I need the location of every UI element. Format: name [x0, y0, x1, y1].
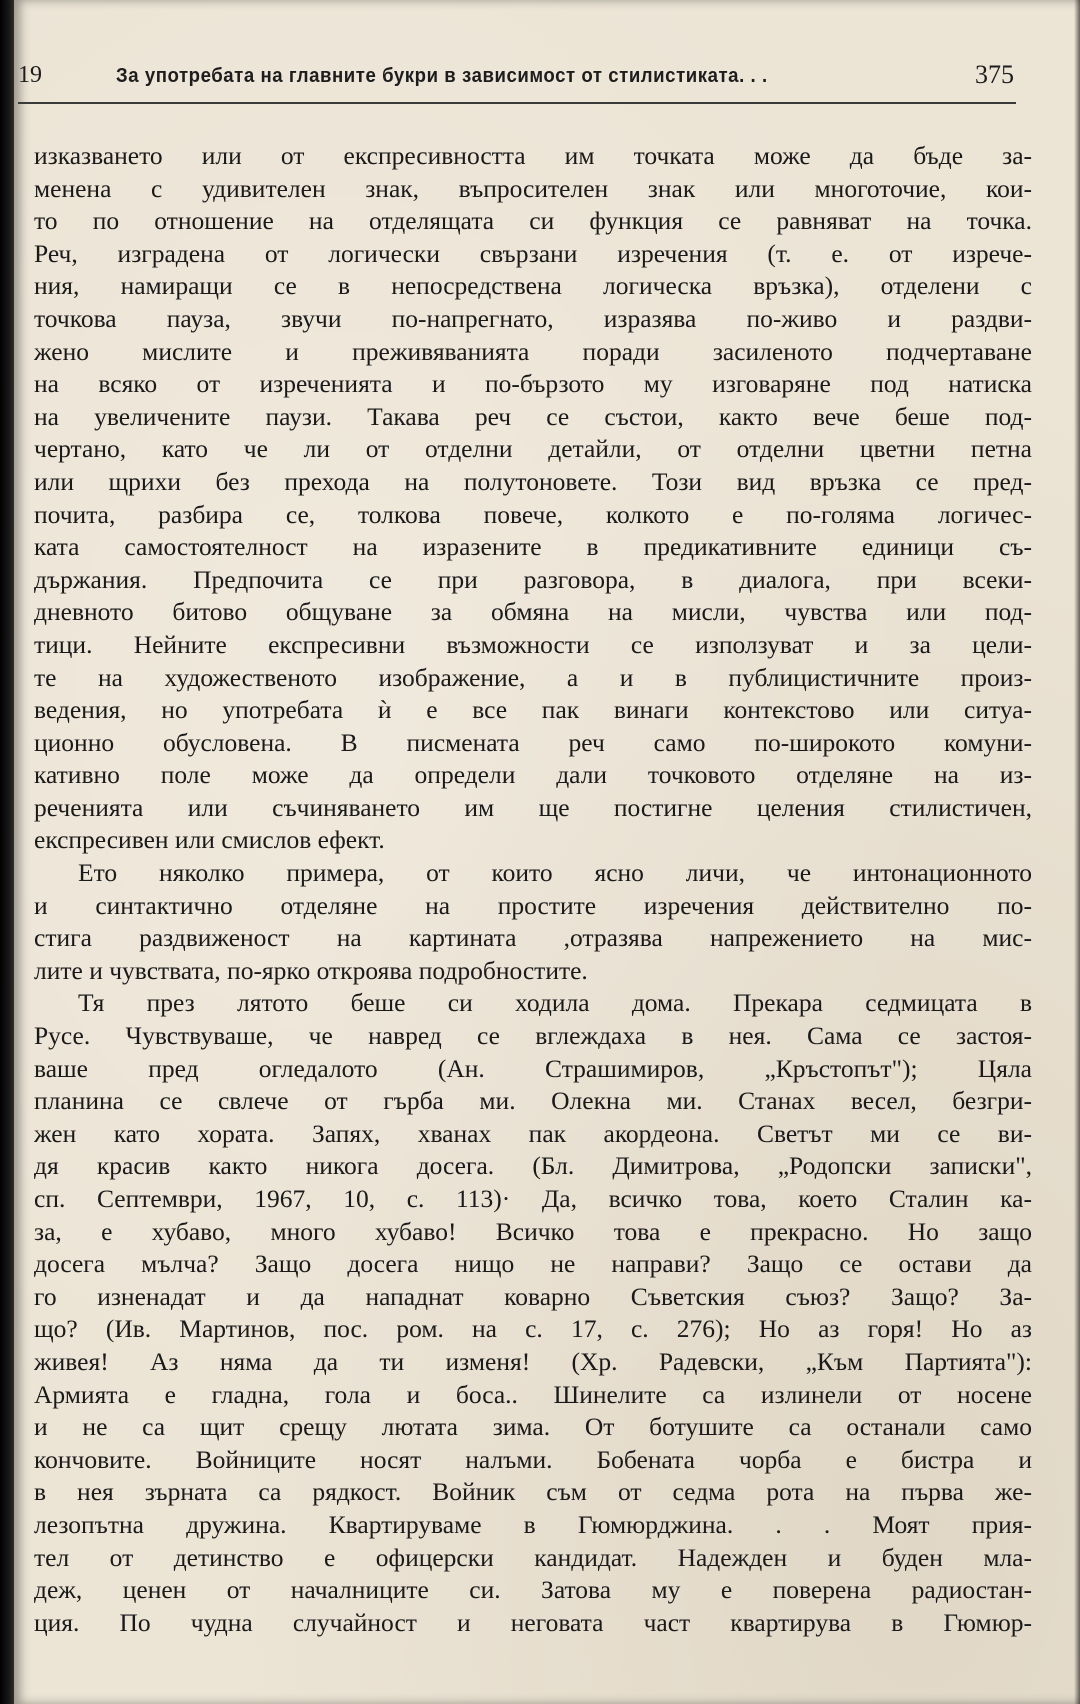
- text-line: чертано, като че ли от отделни детайли, от отделни цветни петна: [34, 434, 1032, 464]
- chapter-number: 19: [18, 62, 42, 88]
- text-line: на всяко от изреченията и по-бързото му изговаряне под натиска: [34, 369, 1032, 399]
- text-line: Реч, изградена от логически свързани изречения (т. е. от изрече-: [34, 238, 1032, 268]
- text-line: на увеличените паузи. Такава реч се състои, както вече беше под-: [34, 401, 1032, 431]
- text-line: ведения, но употребата ѝ е все пак винаги контекстово или ситуа-: [34, 695, 1032, 725]
- page-edge-shadow: [1074, 0, 1080, 1704]
- text-line: или щрихи без прехода на полутоновете. Този вид връзка се пред-: [34, 466, 1032, 496]
- text-line: досега мълча? Защо досега нищо не направи? Защо се остави да: [34, 1249, 1032, 1279]
- text-line: Русе. Чувствуваше, че навред се вглеждаха в нея. Сама се застоя-: [34, 1021, 1032, 1051]
- text-line: експресивен или смислов ефект.: [34, 825, 385, 855]
- text-line: живея! Аз няма да ти изменя! (Хр. Радевски, „Към Партията"):: [34, 1346, 1032, 1376]
- running-title: За употребата на главните букри в зависимост от стилистиката. . .: [116, 65, 768, 87]
- running-header: [18, 58, 1016, 98]
- text-line: ционно обусловена. В писмената реч само по-широкото комуни-: [34, 727, 1032, 757]
- page-number: 375: [975, 60, 1014, 89]
- text-line: за, е хубаво, много хубаво! Всичко това е прекрасно. Но защо: [34, 1216, 1032, 1246]
- body-text: [34, 140, 1032, 1639]
- text-line: и не са щит срещу лютата зима. От ботушите са останали само: [34, 1412, 1032, 1442]
- text-line: стига раздвиженост на картината ,отразява напрежението на мис-: [34, 923, 1032, 953]
- text-line: ция. По чудна случайност и неговата част квартирува в Гюмюр-: [34, 1607, 1032, 1637]
- text-line: ния, намиращи се в непосредствена логическа връзка), отделени с: [34, 271, 1032, 301]
- paragraph-2: [34, 857, 1032, 987]
- paragraph-3: [34, 987, 1032, 1639]
- text-line: и синтактично отделяне на простите изречения действително по-: [34, 890, 1032, 920]
- text-line: изказването или от експресивността им точката може да бъде за-: [34, 141, 1032, 170]
- text-line: жено мислите и преживяванията поради засиленото подчертаване: [34, 336, 1032, 366]
- text-line: в нея зърната са рядкост. Войник съм от седма рота на първа же-: [34, 1477, 1032, 1507]
- text-line: Тя през лятото беше си ходила дома. Прекара седмицата в: [78, 988, 1032, 1018]
- text-line: реченията или съчиняването им ще постигне целения стилистичен,: [34, 792, 1032, 822]
- text-line: жен като хората. Запях, хванах пак акордеона. Светът ми се ви-: [34, 1118, 1032, 1148]
- text-line: що? (Ив. Мартинов, пос. ром. на с. 17, с. 276); Но аз горя! Но аз: [34, 1314, 1032, 1344]
- text-line: деж, ценен от началниците си. Затова му е поверена радиостан-: [34, 1575, 1032, 1605]
- text-line: ката самостоятелност на изразените в предикативните единици съ-: [34, 532, 1032, 562]
- text-line: Ето няколко примера, от които ясно личи, че интонационното: [78, 858, 1032, 888]
- text-line: кативно поле може да определи дали точковото отделяне на из-: [34, 760, 1032, 790]
- text-line: лите и чувствата, по-ярко откроява подробностите.: [34, 955, 588, 985]
- paragraph-1: [34, 140, 1032, 857]
- text-line: държания. Предпочита се при разговора, в диалога, при всеки-: [34, 564, 1032, 594]
- text-line: Армията е гладна, гола и боса.. Шинелите са излинели от носене: [34, 1379, 1032, 1409]
- text-line: планина се свлече от гърба ми. Олекна ми. Станах весел, безгри-: [34, 1086, 1032, 1116]
- text-line: го изненадат и да нападнат коварно Съветския съюз? Защо? За-: [34, 1281, 1032, 1311]
- text-line: те на художественото изображение, а и в публицистичните произ-: [34, 662, 1032, 692]
- text-line: менена с удивителен знак, въпросителен знак или многоточие, кои-: [34, 173, 1032, 203]
- text-line: ваше пред огледалото (Ан. Страшимиров, „Кръстопът"); Цяла: [34, 1053, 1032, 1083]
- text-line: кончовите. Войниците носят налъми. Бобената чорба е бистра и: [34, 1444, 1032, 1474]
- header-rule: [18, 102, 1016, 104]
- text-line: сп. Септември, 1967, 10, с. 113)· Да, всичко това, което Сталин ка-: [34, 1184, 1032, 1213]
- text-line: точкова пауза, звучи по-напрегнато, изразява по-живо и раздви-: [34, 303, 1032, 333]
- text-line: то по отношение на отделящата си функция се равняват на точка.: [34, 206, 1032, 236]
- text-line: дневното битово общуване за обмяна на мисли, чувства или под-: [34, 597, 1032, 627]
- text-line: тици. Нейните експресивни възможности се използуват и за цели-: [34, 629, 1032, 659]
- text-line: тел от детинство е офицерски кандидат. Надежден и буден мла-: [34, 1542, 1032, 1572]
- text-line: лезопътна дружина. Квартируваме в Гюмюрджина. . . Моят прия-: [34, 1509, 1032, 1539]
- text-line: дя красив както никога досега. (Бл. Димитрова, „Родопски записки",: [34, 1151, 1032, 1181]
- text-line: почита, разбира се, толкова повече, колкото е по-голяма логичес-: [34, 499, 1032, 529]
